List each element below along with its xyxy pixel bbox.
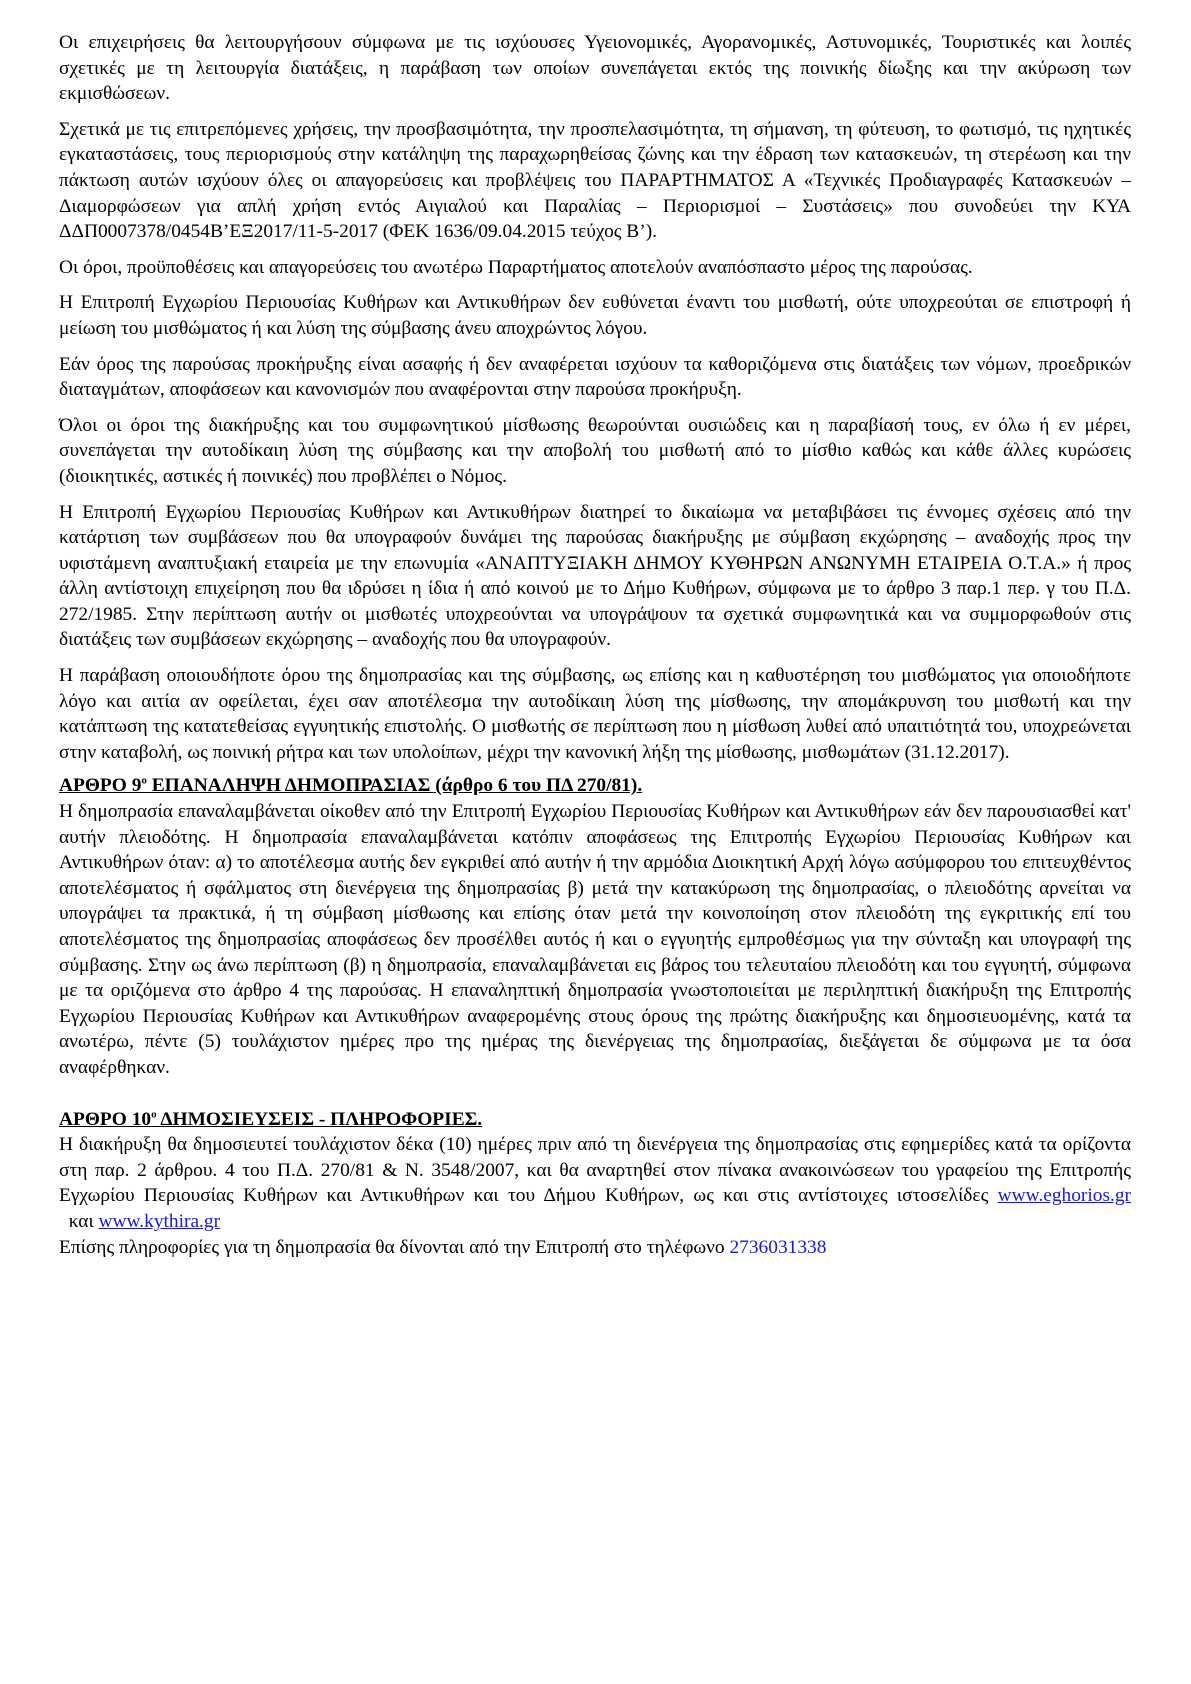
document-page — [59, 30, 1131, 1260]
paragraph-essential-terms: Όλοι οι όροι της διακήρυξης και του συμφωνητικού μίσθωσης θεωρούνται ουσιώδεις και η παραβίασή τους, εν όλω ή εν μέρει, συνεπάγεται την αυτοδίκαιη λύση της σύμβασης και την αποβολή του μισθωτή από το μίσθιο καθώς και κάθε άλλες κυρώσεις (διοικητικές, αστικές ή ποινικές) που προβλέπει ο Νόμος. — [59, 414, 1131, 487]
article-9-heading-ordinal: ο — [141, 774, 147, 787]
article-10-body-text: Η διακήρυξη θα δημοσιευτεί τουλάχιστον δέκα (10) ημέρες πριν από τη διενέργεια της δημοπρασίας στις εφημερίδες κατά τα ορίζοντα στη παρ. 2 άρθρου. 4 του Π.Δ. 270/81 & Ν. 3548/2007, και θα αναρτηθεί στον πίνακα ανακοινώσεων του γραφείου της Επιτροπής Εγχωρίου Περιουσίας Κυθήρων και Αντικυθήρων και του Δήμου Κυθήρων, ως και στις αντίστοιχες ιστοσελίδες — [59, 1134, 1131, 1207]
paragraph-unclear-terms: Εάν όρος της παρούσας προκήρυξης είναι ασαφής ή δεν αναφέρεται ισχύουν τα καθοριζόμενα στις διατάξεις των νόμων, προεδρικών διαταγμάτων, αποφάσεων και κανονισμών που αναφέρονται στην παρούσα προκήρυξη. — [59, 353, 1131, 401]
paragraph-transfer-rights: Η Επιτροπή Εγχωρίου Περιουσίας Κυθήρων και Αντικυθήρων διατηρεί το δικαίωμα να μεταβιβάσει τις έννομες σχέσεις από την κατάρτιση των συμβάσεων που θα υπογραφούν δυνάμει της παρούσας διακήρυξης με σύμβαση εκχώρησης – αναδοχής προς την υφιστάμενη αναπτυξιακή εταιρεία με την επωνυμία «ΑΝΑΠΤΥΞΙΑΚΗ ΔΗΜΟΥ ΚΥΘΗΡΩΝ ΑΝΩΝΥΜΗ ΕΤΑΙΡΕΙΑ Ο.Τ.Α.» ή προς άλλη αντίστοιχη επιχείρηση που θα ιδρύσει η ίδια ή από κοινού με το Δήμο Κυθήρων, σύμφωνα με το άρθρο 3 παρ.1 περ. γ του Π.Δ. 272/1985. Στην περίπτωση αυτήν οι μισθωτές υποχρεούνται να υπογράψουν τα σχετικά συμφωνητικά και να συμμορφωθούν στις διατάξεις των συμβάσεων εκχώρησης – αναδοχής που θα υπογραφούν. — [59, 501, 1131, 651]
info-line-text: Επίσης πληροφορίες για τη δημοπρασία θα δίνονται από την Επιτροπή στο τηλέφωνο — [59, 1236, 730, 1258]
article-10-body — [59, 1132, 1131, 1234]
paragraph-committee-liability: Η Επιτροπή Εγχωρίου Περιουσίας Κυθήρων και Αντικυθήρων δεν ευθύνεται έναντι του μισθωτή, ούτε υποχρεούται σε επιστροφή ή μείωση του μισθώματος ή και λύση της σύμβασης άνευ αποχρώντος λόγου. — [59, 292, 1131, 339]
article-10-heading-prefix: ΑΡΘΡΟ 10 — [59, 1108, 152, 1130]
link-separator-text: και — [59, 1210, 99, 1232]
paragraph-breach-consequences: Η παράβαση οποιουδήποτε όρου της δημοπρασίας και της σύμβασης, ως επίσης και η καθυστέρηση του μισθώματος για οποιοδήποτε λόγο και αιτία αν οφείλεται, έχει σαν αποτέλεσμα την αυτοδίκαιη λύση της μίσθωσης, την απομάκρυνση του μισθωτή και την κατάπτωση της κατατεθείσας εγγυητικής επιστολής. Ο μισθωτής σε περίπτωση που η μίσθωση λυθεί από υπαιτιότητά του, υποχρεώνεται στην καταβολή, ως ποινική ρήτρα και των υπολοίπων, μέχρι την κανονική λήξη της μίσθωσης, μισθωμάτων (31.12.2017). — [59, 665, 1131, 763]
article-9-body: Η δημοπρασία επαναλαμβάνεται οίκοθεν από την Επιτροπή Εγχωρίου Περιουσίας Κυθήρων και Αντικυθήρων εάν δεν παρουσιασθεί κατ' αυτήν πλειοδότης. Η δημοπρασία επαναλαμβάνεται κατόπιν αποφάσεως της Επιτροπής Εγχωρίου Περιουσίας Κυθήρων και Αντικυθήρων όταν: α) το αποτέλεσμα αυτής δεν εγκριθεί από αυτήν ή την αρμόδια Διοικητική Αρχή λόγω ασύμφορου του επιτευχθέντος αποτελέσματος ή σφάλματος στη διενέργεια της δημοπρασίας β) μετά την κατακύρωση της δημοπρασίας, ο πλειοδότης αρνείται να υπογράψει τα πρακτικά, ή τη σύμβαση μίσθωσης και επίσης όταν μετά την κοινοποίηση στον πλειοδότη της εγκριτικής επί του αποτελέσματος της δημοπρασίας αποφάσεως δεν προσέλθει αυτός ή και ο εγγυητής εμπροθέσμως για την σύνταξη και υπογραφή της σύμβασης. Στην ως άνω περίπτωση (β) η δημοπρασία, επαναλαμβάνεται εις βάρος του τελευταίου πλειοδότη και του εγγυητή, σύμφωνα με τα οριζόμενα στο άρθρο 4 της παρούσας. Η επαναληπτική δημοπρασία γνωστοποιείται με περιληπτική διακήρυξη της Επιτροπής Εγχωρίου Περιουσίας Κυθήρων και Αντικυθήρων αναφερομένης στους όρους της πρώτης διακήρυξης και δημοσιευομένης, κατά τα ανωτέρω, πέντε (5) τουλάχιστον ημέρες προ της ημέρας της διενέργειας της δημοπρασίας, διεξάγεται δε σύμφωνα με τα όσα αναφέρθηκαν. — [59, 801, 1131, 1078]
info-line — [59, 1235, 1131, 1261]
kythira-website-link[interactable]: www.kythira.gr — [98, 1210, 221, 1232]
article-9-heading-title: ΕΠΑΝΑΛΗΨΗ ΔΗΜΟΠΡΑΣΙΑΣ (άρθρο 6 του ΠΔ 270/81). — [146, 775, 643, 797]
phone-number[interactable]: 2736031338 — [729, 1236, 827, 1258]
eghorios-website-link[interactable]: www.eghorios.gr — [997, 1185, 1131, 1207]
paragraph-annex-terms: Οι όροι, προϋποθέσεις και απαγορεύσεις του ανωτέρω Παραρτήματος αποτελούν αναπόσπαστο μέρος της παρούσας. — [59, 256, 973, 278]
article-10-heading-ordinal: ο — [151, 1108, 157, 1121]
article-10-heading — [59, 1107, 1131, 1133]
paragraph-permitted-uses: Σχετικά με τις επιτρεπόμενες χρήσεις, την προσβασιμότητα, την προσπελασιμότητα, τη σήμανση, τη φύτευση, το φωτισμό, τις ηχητικές εγκαταστάσεις, τους περιορισμούς στην κατάληψη της παραχωρηθείσας ζώνης και την έδραση των κατασκευών, τη στερέωση και την πάκτωση αυτών ισχύουν όλες οι απαγορεύσεις και προβλέψεις του ΠΑΡΑΡΤΗΜΑΤΟΣ Α «Τεχνικές Προδιαγραφές Κατασκευών – Διαμορφώσεων για απλή χρήση εντός Αιγιαλού και Παραλίας – Περιορισμοί – Συστάσεις» που συνοδεύει την ΚΥΑ ΔΔΠ0007378/0454Β’ΕΞ2017/11-5-2017 (ΦΕΚ 1636/09.04.2015 τεύχος Β’). — [59, 118, 1131, 243]
paragraph-health-regulations: Οι επιχειρήσεις θα λειτουργήσουν σύμφωνα με τις ισχύουσες Υγειονομικές, Αγορανομικές, Αστυνομικές, Τουριστικές και λοιπές σχετικές με τη λειτουργία διατάξεις, η παράβαση των οποίων συνεπάγεται εκτός της ποινικής δίωξης και την ακύρωση των εκμισθώσεων. — [59, 32, 1131, 105]
article-9-heading — [59, 773, 1131, 799]
article-10-heading-title: ΔΗΜΟΣΙΕΥΣΕΙΣ - ΠΛΗΡΟΦΟΡΙΕΣ. — [156, 1108, 483, 1130]
article-9-heading-prefix: ΑΡΘΡΟ 9 — [59, 775, 142, 797]
